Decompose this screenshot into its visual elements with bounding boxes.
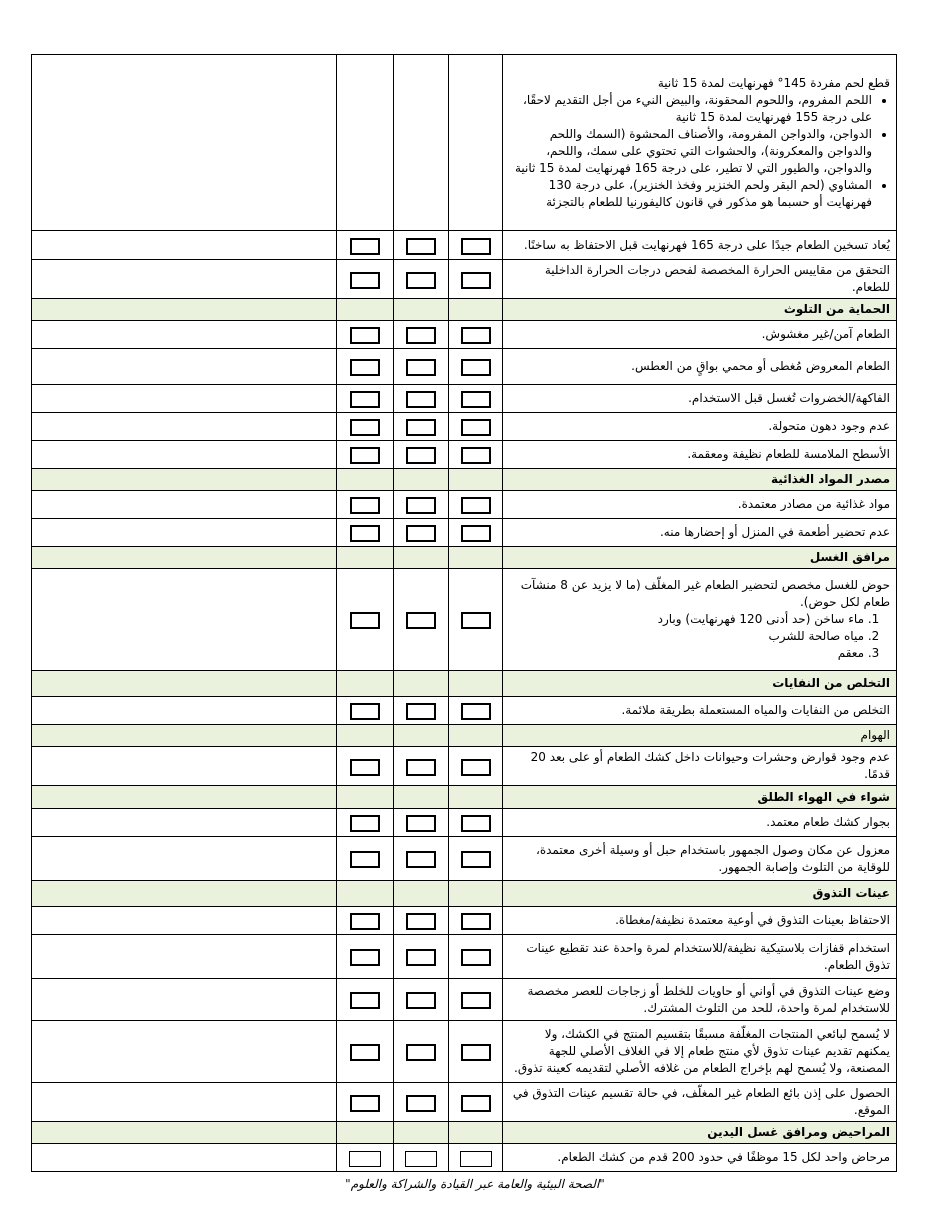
- table-row: [32, 413, 897, 441]
- table-row: [32, 491, 897, 519]
- checkbox[interactable]: [461, 703, 491, 720]
- checkbox[interactable]: [349, 1151, 381, 1167]
- notes-cell[interactable]: [32, 413, 337, 441]
- section-header-row: [32, 469, 897, 491]
- table-row: [32, 231, 897, 260]
- notes-cell[interactable]: [32, 747, 337, 786]
- table-row: [32, 1083, 897, 1122]
- row-description: مواد غذائية من مصادر معتمدة.: [503, 491, 897, 519]
- checkbox[interactable]: [406, 497, 436, 514]
- checkbox[interactable]: [461, 419, 491, 436]
- checkbox[interactable]: [350, 419, 380, 436]
- checkbox[interactable]: [461, 759, 491, 776]
- notes-cell[interactable]: [32, 321, 337, 349]
- table-row: [32, 1021, 897, 1083]
- checkbox[interactable]: [350, 703, 380, 720]
- checkbox[interactable]: [350, 851, 380, 868]
- list-item: 3. معقم: [507, 645, 864, 662]
- section-title: مصدر المواد الغذائية: [503, 469, 897, 491]
- temperature-list: [507, 92, 890, 211]
- checkbox[interactable]: [350, 1044, 380, 1061]
- notes-cell[interactable]: [32, 519, 337, 547]
- row-description: عدم وجود قوارض وحشرات وحيوانات داخل كشك الطعام أو على بعد 20 قدمًا.: [503, 747, 897, 786]
- checkbox[interactable]: [350, 1095, 380, 1112]
- table-row: [32, 809, 897, 837]
- checkbox[interactable]: [461, 238, 491, 255]
- section-header-row: [32, 547, 897, 569]
- checkbox-cell: [449, 55, 503, 231]
- checkbox[interactable]: [406, 447, 436, 464]
- row-description: التحقق من مقاييس الحرارة المخصصة لفحص درجات الحرارة الداخلية للطعام.: [503, 260, 897, 299]
- checkbox[interactable]: [461, 497, 491, 514]
- table-row: [32, 907, 897, 935]
- checkbox[interactable]: [406, 851, 436, 868]
- list-item: • الدواجن، والدواجن المفرومة، والأصناف المحشوة (السمك واللحم والدواجن والمعكرونة)، والحشوات التي تحتوي على سمك، واللحم، والدواجن، والطيور التي لا تطير، على درجة 165 فهرنهايت لمدة 15 ثانية: [507, 126, 872, 177]
- section-header-row: [32, 1122, 897, 1144]
- row-description: معزول عن مكان وصول الجمهور باستخدام حبل أو وسيلة أخرى معتمدة، للوقاية من التلوث وإصابة الجمهور.: [503, 837, 897, 881]
- table-row: [32, 837, 897, 881]
- row-description: استخدام قفازات بلاستيكية نظيفة/للاستخدام لمرة واحدة عند تقطيع عينات تذوق الطعام.: [503, 935, 897, 979]
- notes-cell[interactable]: [32, 935, 337, 979]
- checkbox[interactable]: [350, 359, 380, 376]
- table-row: [32, 321, 897, 349]
- checkbox[interactable]: [461, 272, 491, 289]
- notes-cell[interactable]: [32, 569, 337, 671]
- checkbox[interactable]: [461, 612, 491, 629]
- table-row: [32, 747, 897, 786]
- checkbox[interactable]: [350, 272, 380, 289]
- row-description: عدم تحضير أطعمة في المنزل أو إحضارها منه.: [503, 519, 897, 547]
- checkbox[interactable]: [406, 272, 436, 289]
- footer-motto: "الصحة البيئية والعامة عبر القيادة والشراكة والعلوم": [345, 1177, 605, 1191]
- checkbox[interactable]: [350, 949, 380, 966]
- table-row: [32, 519, 897, 547]
- checkbox[interactable]: [460, 1151, 492, 1167]
- notes-cell[interactable]: [32, 907, 337, 935]
- table-row: [32, 979, 897, 1021]
- checkbox[interactable]: [406, 238, 436, 255]
- section-title: الحماية من التلوث: [503, 299, 897, 321]
- notes-cell[interactable]: [32, 697, 337, 725]
- row-description: وضع عينات التذوق في أواني أو حاويات للخلط أو زجاجات للعصر مخصصة للاستخدام لمرة واحدة، للحد من التلوث المشترك.: [503, 979, 897, 1021]
- notes-cell[interactable]: [32, 1021, 337, 1083]
- section-header-row: [32, 299, 897, 321]
- table-row: [32, 260, 897, 299]
- checkbox[interactable]: [350, 497, 380, 514]
- table-row: [32, 441, 897, 469]
- checkbox[interactable]: [461, 1044, 491, 1061]
- row-description: [503, 55, 897, 231]
- checkbox[interactable]: [350, 612, 380, 629]
- checkbox[interactable]: [461, 992, 491, 1009]
- checkbox[interactable]: [461, 447, 491, 464]
- section-header-row: [32, 881, 897, 907]
- row-description: الفاكهة/الخضروات تُغسل قبل الاستخدام.: [503, 385, 897, 413]
- notes-cell[interactable]: [32, 837, 337, 881]
- row-description: الطعام آمن/غير مغشوش.: [503, 321, 897, 349]
- checkbox[interactable]: [350, 913, 380, 930]
- notes-cell[interactable]: [32, 260, 337, 299]
- row-description: يُعاد تسخين الطعام جيدًا على درجة 165 فهرنهايت قبل الاحتفاظ به ساخنًا.: [503, 231, 897, 260]
- notes-cell[interactable]: [32, 385, 337, 413]
- checkbox[interactable]: [350, 525, 380, 542]
- checkbox[interactable]: [405, 1151, 437, 1167]
- checkbox[interactable]: [406, 1044, 436, 1061]
- row-description: الأسطح الملامسة للطعام نظيفة ومعقمة.: [503, 441, 897, 469]
- list-item: • المشاوي (لحم البقر ولحم الخنزير وفخذ الخنزير)، على درجة 130 فهرنهايت أو حسبما هو مذكور في قانون كاليفورنيا للطعام بالتجزئة: [507, 177, 872, 211]
- list-item: 2. مياه صالحة للشرب: [507, 628, 864, 645]
- checkbox[interactable]: [350, 447, 380, 464]
- row-description: مرحاض واحد لكل 15 موظفًا في حدود 200 قدم من كشك الطعام.: [503, 1144, 897, 1172]
- row-description: الاحتفاظ بعينات التذوق في أوعية معتمدة نظيفة/مغطاة.: [503, 907, 897, 935]
- table-row: [32, 697, 897, 725]
- list-item: 1. ماء ساخن (حد أدنى 120 فهرنهايت) وبارد: [507, 611, 864, 628]
- notes-cell[interactable]: [32, 231, 337, 260]
- row-description: بجوار كشك طعام معتمد.: [503, 809, 897, 837]
- section-title: الهوام: [503, 725, 897, 747]
- table-row: [32, 1144, 897, 1172]
- checkbox[interactable]: [461, 359, 491, 376]
- notes-cell[interactable]: [32, 1144, 337, 1172]
- checkbox[interactable]: [461, 525, 491, 542]
- checkbox-cell: [337, 55, 394, 231]
- checkbox[interactable]: [461, 851, 491, 868]
- table-row: [32, 55, 897, 231]
- checkbox[interactable]: [406, 1095, 436, 1112]
- checkbox[interactable]: [406, 391, 436, 408]
- list-item: • اللحم المفروم، واللحوم المحقونة، والبيض النيء من أجل التقديم لاحقًا، على درجة 155 فهرنهايت لمدة 15 ثانية: [507, 92, 872, 126]
- checkbox[interactable]: [461, 949, 491, 966]
- sink-requirements-list: [507, 611, 890, 662]
- notes-cell[interactable]: [32, 809, 337, 837]
- section-header-row: [32, 725, 897, 747]
- row-description: [503, 569, 897, 671]
- checkbox[interactable]: [406, 525, 436, 542]
- notes-cell[interactable]: [32, 349, 337, 385]
- checkbox[interactable]: [350, 238, 380, 255]
- table-row: [32, 935, 897, 979]
- table-row: [32, 349, 897, 385]
- section-title: مرافق الغسل: [503, 547, 897, 569]
- section-header-row: [32, 671, 897, 697]
- checkbox[interactable]: [406, 992, 436, 1009]
- checkbox[interactable]: [461, 1095, 491, 1112]
- sink-requirement: حوض للغسل مخصص لتحضير الطعام غير المغلّف (ما لا يزيد عن 8 منشآت طعام لكل حوض).: [520, 578, 890, 609]
- checkbox[interactable]: [406, 327, 436, 344]
- notes-cell[interactable]: [32, 441, 337, 469]
- section-title: شواء في الهواء الطلق: [503, 786, 897, 809]
- row-description: عدم وجود دهون متحولة.: [503, 413, 897, 441]
- checkbox[interactable]: [406, 759, 436, 776]
- checkbox[interactable]: [461, 913, 491, 930]
- checkbox[interactable]: [461, 391, 491, 408]
- checkbox[interactable]: [406, 913, 436, 930]
- checkbox[interactable]: [350, 992, 380, 1009]
- checkbox[interactable]: [350, 391, 380, 408]
- section-title: المراحيض ومرافق غسل اليدين: [503, 1122, 897, 1144]
- notes-cell[interactable]: [32, 1083, 337, 1122]
- checkbox[interactable]: [406, 949, 436, 966]
- checkbox[interactable]: [406, 359, 436, 376]
- checkbox[interactable]: [350, 815, 380, 832]
- inspection-checklist-table: [31, 54, 897, 1172]
- checkbox[interactable]: [406, 815, 436, 832]
- checkbox-cell: [394, 55, 449, 231]
- checkbox[interactable]: [406, 703, 436, 720]
- notes-cell[interactable]: [32, 55, 337, 231]
- row-description: التخلص من النفايات والمياه المستعملة بطريقة ملائمة.: [503, 697, 897, 725]
- table-row: [32, 385, 897, 413]
- row-description: الحصول على إذن بائع الطعام غير المغلّف، في حالة تقسيم عينات التذوق في الموقع.: [503, 1083, 897, 1122]
- section-title: التخلص من النفايات: [503, 671, 897, 697]
- checkbox[interactable]: [350, 327, 380, 344]
- checkbox[interactable]: [461, 327, 491, 344]
- row-description: لا يُسمح لبائعي المنتجات المغلّفة مسبقًا بتقسيم المنتج في الكشك، ولا يمكنهم تقديم عينات تذوق لأي منتج طعام إلا في الغلاف الأصلي للجهة المصنعة، ولا يُسمح لهم بإخراج الطعام من غلافه الأصلي لتقديمه كعينة تذوق.: [503, 1021, 897, 1083]
- checkbox[interactable]: [406, 419, 436, 436]
- intro-line: قطع لحم مفردة 145° فهرنهايت لمدة 15 ثانية: [657, 75, 890, 90]
- section-header-row: [32, 786, 897, 809]
- section-title: عينات التذوق: [503, 881, 897, 907]
- table-row: [32, 569, 897, 671]
- checkbox[interactable]: [406, 612, 436, 629]
- checkbox[interactable]: [350, 759, 380, 776]
- notes-cell[interactable]: [32, 979, 337, 1021]
- checkbox[interactable]: [461, 815, 491, 832]
- row-description: الطعام المعروض مُغطى أو محمي بواقٍ من العطس.: [503, 349, 897, 385]
- notes-cell[interactable]: [32, 491, 337, 519]
